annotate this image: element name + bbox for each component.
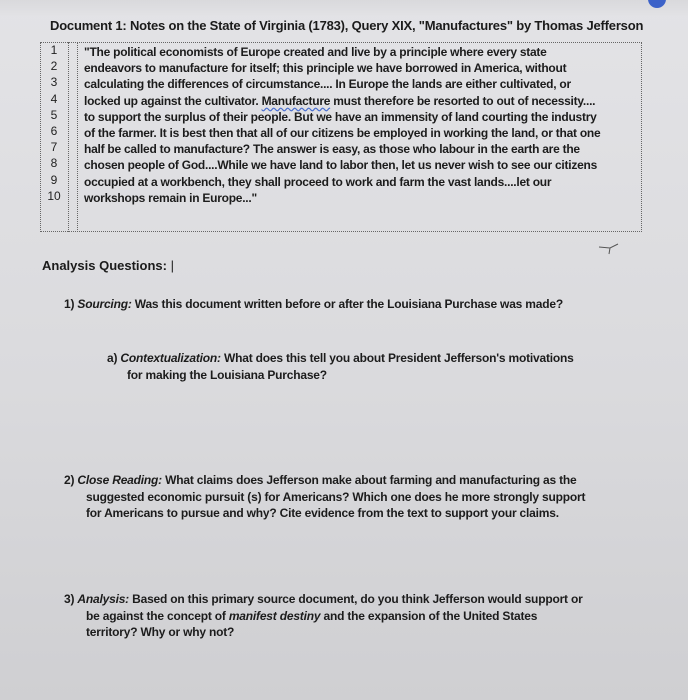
question-text: territory? Why or why not? [86, 625, 235, 639]
question-text: for making the Louisiana Purchase? [127, 367, 327, 382]
question-text: be against the concept of [86, 608, 226, 623]
top-strip [0, 0, 688, 16]
question-text: suggested economic pursuit (s) for Americans? Which one does he more strongly support [86, 489, 586, 504]
quote-line: chosen people of God....While we have land to labor then, let us never wish to see our citizens [84, 158, 598, 173]
line-number: 2 [50, 59, 58, 74]
line-number: 9 [50, 172, 58, 187]
text-cursor: | [170, 258, 174, 273]
line-number: 5 [50, 107, 58, 122]
line-number: 7 [50, 140, 58, 155]
question-number: 2) [64, 473, 75, 487]
question-text: What claims does Jefferson make about farming and manufacturing as the [165, 473, 577, 487]
question-3 [64, 591, 654, 641]
analysis-heading[interactable] [42, 258, 174, 273]
line-number: 4 [50, 91, 58, 106]
analysis-heading-text: Analysis Questions: [42, 258, 167, 273]
question-text: What does this tell you about President Jefferson's motivations [223, 351, 574, 365]
question-1a [107, 350, 647, 383]
question-text: and the expansion of the United States [323, 608, 538, 623]
question-1 [64, 296, 664, 313]
question-label: Analysis: [77, 592, 129, 606]
question-text-line [64, 608, 654, 625]
pen-mark-icon [598, 243, 620, 255]
spellcheck-underlined-word[interactable]: Manufacture [261, 93, 331, 108]
quote-line: of the farmer. It is best then that all of our citizens be employed in working the land, or that one [84, 125, 601, 140]
quote-text [84, 44, 644, 206]
question-text: Was this document written before or after the Louisiana Purchase was made? [134, 297, 563, 311]
line-number: 1 [50, 43, 58, 57]
question-number: a) [107, 351, 118, 365]
quote-line: endeavors to manufacture for itself; this principle we have borrowed in America, without [84, 61, 567, 76]
question-2 [64, 472, 654, 522]
question-emphasis: manifest destiny [228, 608, 321, 623]
question-text: for Americans to pursue and why? Cite evidence from the text to support your claims. [86, 506, 559, 520]
quote-line-part: must therefore be resorted to out of necessity.... [333, 93, 596, 108]
quote-line [84, 93, 644, 109]
document-title: Document 1: Notes on the State of Virginia (1783), Query XIX, "Manufactures" by Thomas Jefferson [50, 18, 644, 33]
quote-line: to support the surplus of their people. But we have an immensity of land courting the industry [84, 109, 597, 124]
line-number: 3 [50, 75, 58, 90]
question-label: Sourcing: [77, 297, 132, 311]
line-number-divider [68, 42, 78, 232]
quote-line-part: locked up against the cultivator. [84, 93, 259, 108]
quote-line: calculating the differences of circumstance.... In Europe the lands are either cultivated, or [84, 77, 571, 92]
quote-line: "The political economists of Europe created and live by a principle where every state [84, 45, 547, 59]
question-number: 1) [64, 297, 75, 311]
line-number: 10 [47, 188, 61, 203]
question-label: Close Reading: [77, 473, 162, 487]
question-label: Contextualization: [120, 351, 221, 365]
line-number: 6 [50, 123, 58, 138]
quote-line: workshops remain in Europe..." [84, 190, 257, 205]
line-number: 8 [50, 156, 58, 171]
line-numbers [40, 42, 68, 204]
question-number: 3) [64, 592, 75, 606]
question-text: Based on this primary source document, do you think Jefferson would support or [132, 592, 583, 606]
quote-line: half be called to manufacture? The answer is easy, as those who labour in the earth are the [84, 142, 580, 157]
quote-line: occupied at a workbench, they shall proceed to work and farm the vast lands....let our [84, 174, 552, 189]
